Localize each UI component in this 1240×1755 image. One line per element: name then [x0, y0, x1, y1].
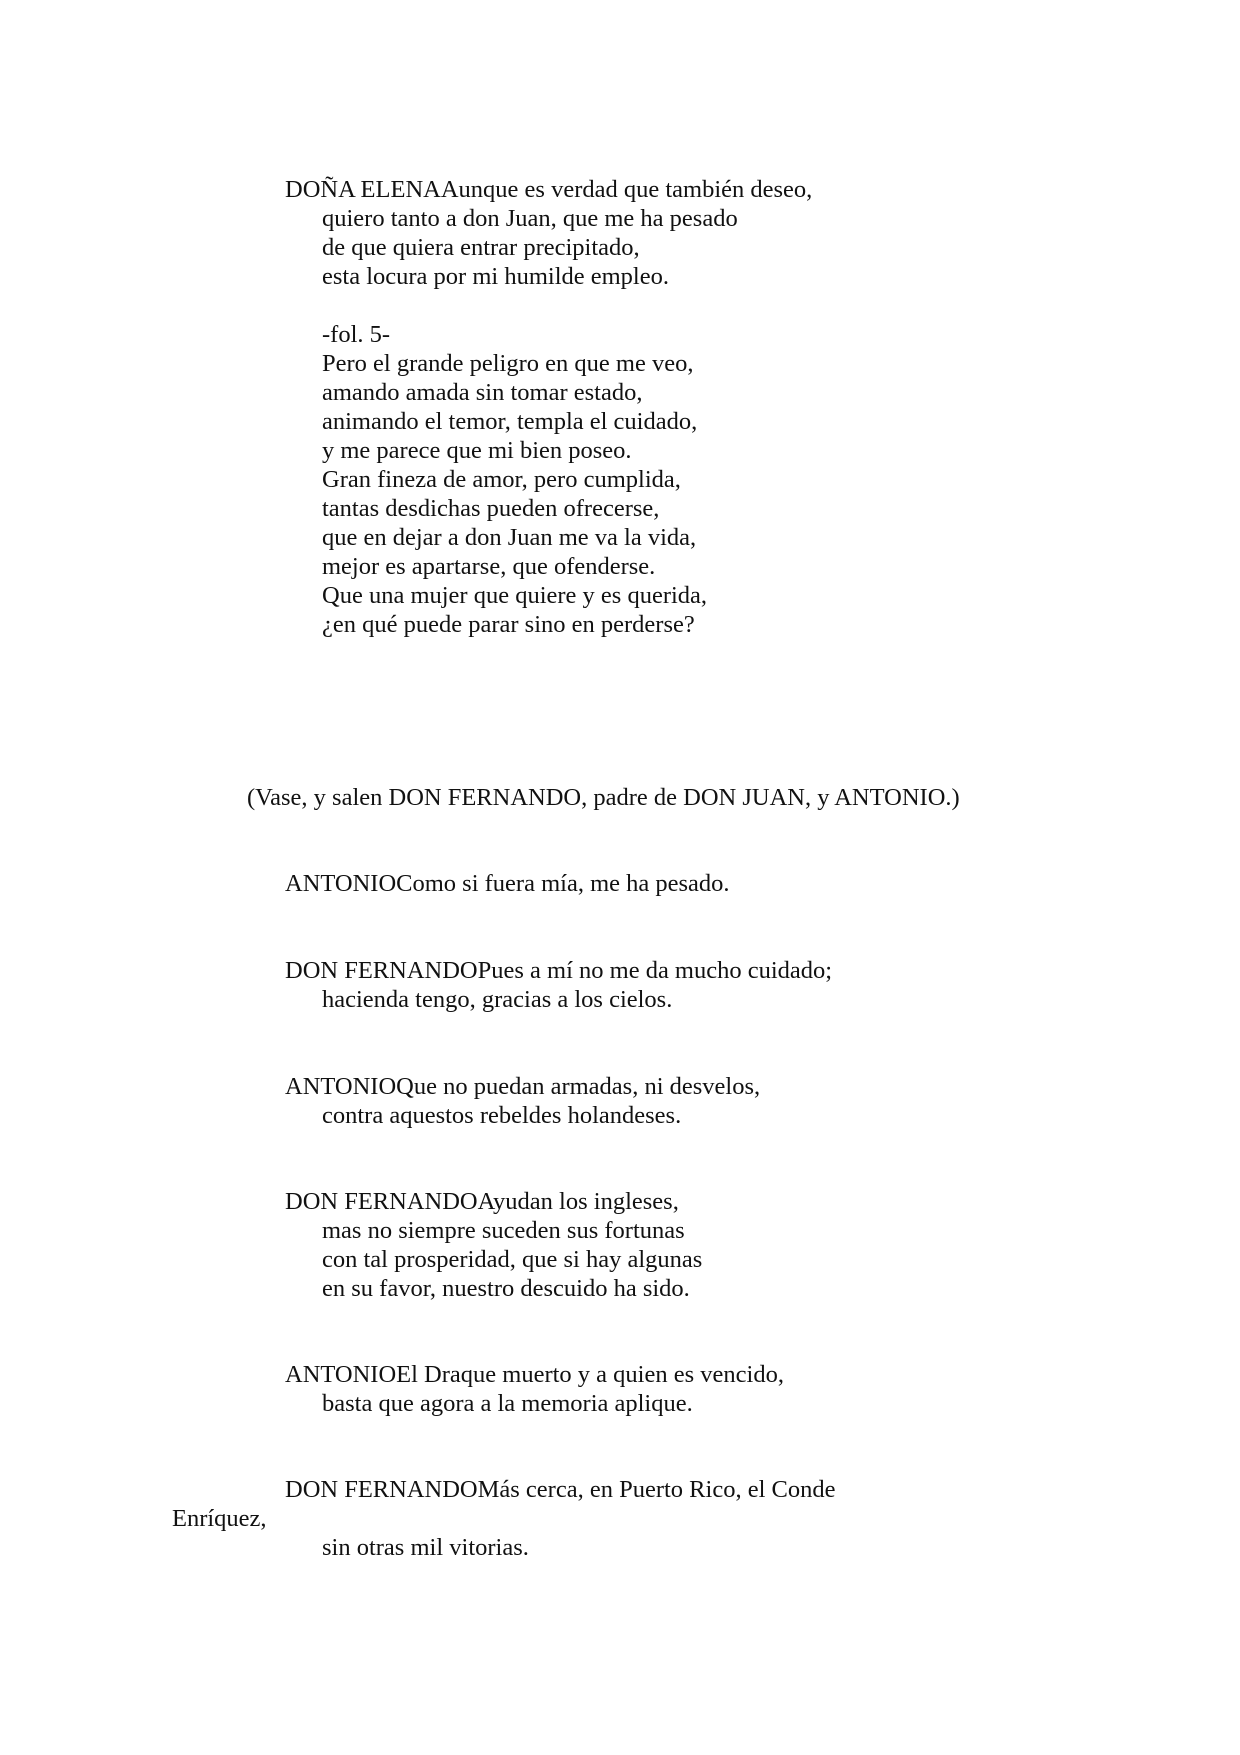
speech-first-line	[285, 869, 730, 899]
verse-line: tantas desdichas pueden ofrecerse,	[322, 495, 660, 522]
verse-text: Ayudan los ingleses,	[477, 1188, 679, 1215]
speaker-name: DOÑA ELENA	[285, 176, 441, 203]
speech-first-line	[285, 1475, 835, 1505]
speaker-name: DON FERNANDO	[285, 1476, 478, 1503]
verse-line: en su favor, nuestro descuido ha sido.	[322, 1275, 690, 1302]
verse-line: contra aquestos rebeldes holandeses.	[322, 1102, 682, 1129]
speech-first-line	[285, 956, 832, 986]
verse-line: ¿en qué puede parar sino en perderse?	[322, 611, 695, 638]
speaker-name: ANTONIO	[285, 870, 397, 897]
verse-line: Gran fineza de amor, pero cumplida,	[322, 466, 681, 493]
verse-text: El Draque muerto y a quien es vencido,	[396, 1361, 784, 1388]
verse-text: Pues a mí no me da mucho cuidado;	[477, 957, 833, 984]
verse-line: sin otras mil vitorias.	[322, 1534, 529, 1561]
verse-text: Más cerca, en Puerto Rico, el Conde	[477, 1476, 836, 1503]
verse-line: quiero tanto a don Juan, que me ha pesado	[322, 205, 738, 232]
verse-line: hacienda tengo, gracias a los cielos.	[322, 986, 673, 1013]
folio-marker: -fol. 5-	[322, 321, 391, 348]
verse-line: que en dejar a don Juan me va la vida,	[322, 524, 697, 551]
verse-line: de que quiera entrar precipitado,	[322, 234, 640, 261]
stage-direction: (Vase, y salen DON FERNANDO, padre de DON JUAN, y ANTONIO.)	[247, 784, 960, 811]
speech-first-line	[285, 1072, 760, 1102]
speaker-name: ANTONIO	[285, 1361, 397, 1388]
verse-line: Pero el grande peligro en que me veo,	[322, 350, 694, 377]
verse-text: Aunque es verdad que también deseo,	[440, 176, 813, 203]
speech-first-line	[285, 175, 812, 205]
verse-line: Que una mujer que quiere y es querida,	[322, 582, 708, 609]
verse-text: Que no puedan armadas, ni desvelos,	[396, 1073, 761, 1100]
verse-line: mas no siempre suceden sus fortunas	[322, 1217, 685, 1244]
verse-line: amando amada sin tomar estado,	[322, 379, 643, 406]
speaker-name: ANTONIO	[285, 1073, 397, 1100]
verse-line: esta locura por mi humilde empleo.	[322, 263, 669, 290]
verse-text: Como si fuera mía, me ha pesado.	[396, 870, 730, 897]
overflow-word: Enríquez,	[172, 1505, 267, 1532]
speech-first-line	[285, 1360, 784, 1390]
verse-line: y me parece que mi bien poseo.	[322, 437, 632, 464]
verse-line: con tal prosperidad, que si hay algunas	[322, 1246, 703, 1273]
speech-first-line	[285, 1187, 679, 1217]
verse-line: animando el temor, templa el cuidado,	[322, 408, 698, 435]
speaker-name: DON FERNANDO	[285, 957, 478, 984]
verse-line: mejor es apartarse, que ofenderse.	[322, 553, 656, 580]
speaker-name: DON FERNANDO	[285, 1188, 478, 1215]
verse-line: basta que agora a la memoria aplique.	[322, 1390, 693, 1417]
